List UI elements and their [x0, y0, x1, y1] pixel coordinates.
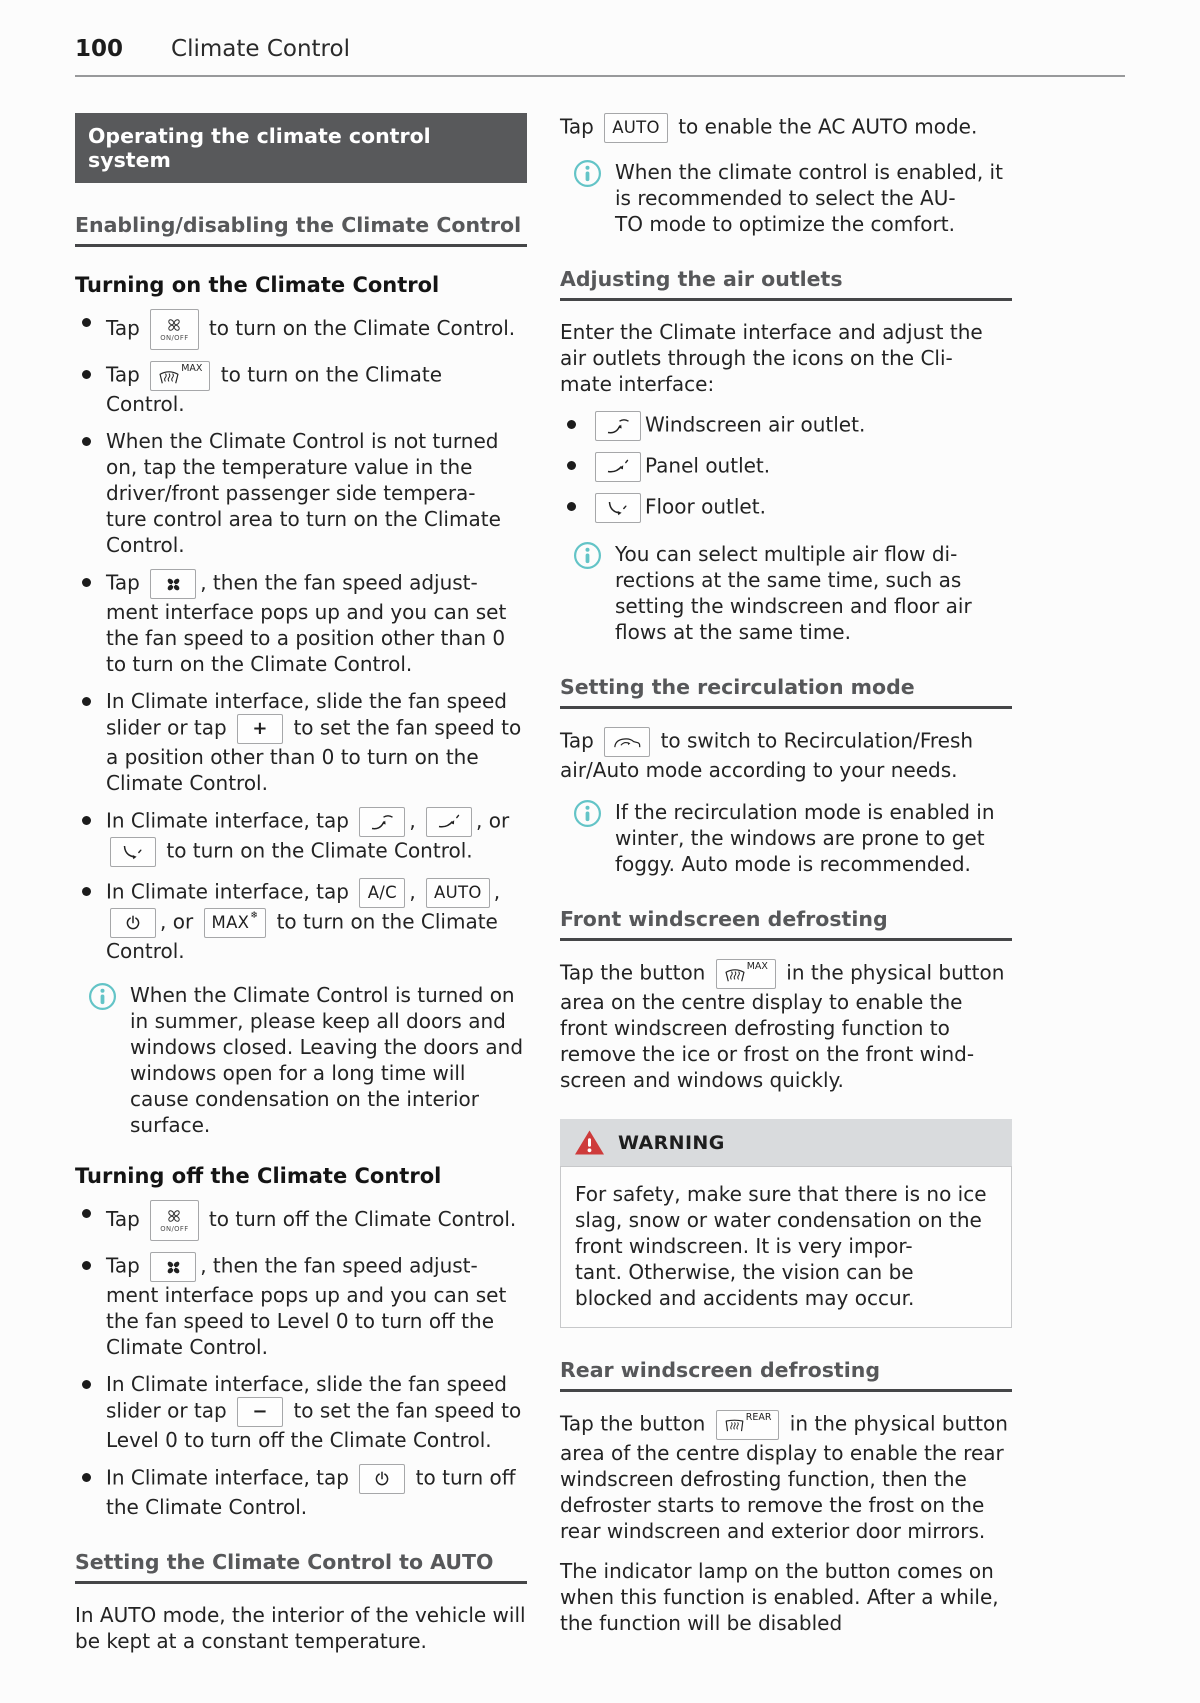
paragraph	[560, 727, 1012, 783]
floor-outlet-key	[595, 493, 641, 523]
header-rule	[75, 75, 1125, 77]
key-sup-label: MAX	[181, 363, 203, 374]
info-note	[560, 541, 1012, 645]
topic-heading: Turning on the Climate Control	[75, 273, 440, 297]
text-run: to enable the AC AUTO mode.	[671, 114, 978, 139]
paragraph	[560, 319, 1012, 397]
key-sup-label: MAX	[746, 961, 768, 972]
key-sub-label: ON/OFF	[160, 334, 189, 343]
bullet-item	[75, 309, 527, 350]
subsection-heading: Setting the Climate Control to AUTO	[75, 1550, 527, 1584]
info-note	[560, 159, 1012, 237]
fan-onoff-icon	[166, 1208, 182, 1224]
text-run: Tap	[560, 728, 601, 753]
key-sup-label: ❄	[250, 910, 259, 921]
panel-outlet-key	[595, 452, 641, 482]
text-run: ment interface pops up and you can set the fan speed to Level 0 to turn off the Climate Control.	[106, 1283, 507, 1359]
text-run: in the physical button area on the centre display to enable the front windscreen defrosting function to remove the ice or frost on the front wind-	[560, 960, 1005, 1066]
text-run: to turn off the Climate Control.	[106, 1465, 516, 1519]
auto-key	[604, 113, 668, 143]
chapter-title: Climate Control	[171, 36, 350, 62]
info-note-text	[615, 159, 1012, 237]
windscreen-outlet-key	[359, 807, 405, 837]
text-run: Tap	[106, 570, 147, 595]
text-run: Tap	[106, 316, 147, 340]
key-sup-label: REAR	[745, 1412, 772, 1423]
warning-box	[560, 1119, 1012, 1328]
subsection-heading: Front windscreen defrosting	[560, 907, 1012, 941]
text-run: to turn on the Climate Control.	[160, 838, 473, 863]
bullet-item	[560, 411, 1012, 441]
key-label: +	[252, 718, 268, 739]
defrost-front-key	[716, 959, 776, 989]
power-icon	[374, 1471, 390, 1487]
bullet-list	[560, 411, 1012, 523]
paragraph	[560, 113, 1012, 143]
right-column	[560, 113, 1012, 1668]
text-run: Tap	[106, 362, 147, 387]
text-run: screen and windows quickly.	[560, 1068, 844, 1092]
text-run: to switch to Recirculation/Fresh	[654, 728, 974, 753]
key-label: AUTO	[612, 117, 660, 137]
bullet-item	[75, 807, 527, 867]
page-header	[75, 36, 1125, 62]
page-number: 100	[75, 36, 124, 62]
info-note	[75, 982, 527, 1138]
text-run: If the recirculation mode is enabled in winter, the windows are prone to get foggy. Auto mode is recommended.	[615, 800, 995, 876]
text-run: ,	[493, 879, 501, 904]
info-note	[560, 799, 1012, 877]
text-run: , then the fan speed adjust-	[200, 1253, 478, 1278]
text-run: to turn off the Climate Control.	[202, 1207, 517, 1231]
text-run: Floor outlet.	[645, 494, 766, 519]
warning-triangle-icon	[574, 1129, 605, 1156]
floor-outlet-icon	[605, 499, 631, 517]
floor-outlet-key	[110, 837, 156, 867]
floor-outlet-icon	[120, 843, 146, 861]
bullet-item	[75, 1200, 527, 1241]
fan-onoff-key	[150, 309, 198, 350]
text-run: ,	[409, 808, 423, 833]
fan-icon	[165, 576, 182, 593]
text-run: The indicator lamp on the button comes on when this function is enabled. After a while, the function will be disabled	[560, 1559, 999, 1635]
subsection-heading: Enabling/disabling the Climate Control	[75, 213, 527, 247]
text-run: Tap the button	[560, 1411, 712, 1436]
key-sub-label: ON/OFF	[160, 1225, 189, 1234]
bullet-item	[75, 1371, 527, 1453]
bullet-list	[75, 1200, 527, 1520]
text-run: to set the fan speed to a position other than 0 to turn on the Climate Control.	[106, 715, 522, 795]
text-run: ,	[409, 879, 423, 904]
warning-header	[560, 1119, 1012, 1166]
warning-title: WARNING	[618, 1131, 725, 1154]
max-snow-key	[204, 908, 267, 938]
paragraph	[560, 959, 1012, 1093]
paragraph	[75, 1602, 527, 1654]
defrost-front-key	[150, 361, 210, 391]
bullet-item	[75, 878, 527, 964]
bullet-item	[75, 1252, 527, 1360]
key-label: A/C	[367, 882, 397, 902]
fan-onoff-icon	[166, 317, 182, 333]
left-column	[75, 113, 527, 1668]
subsection-heading: Adjusting the air outlets	[560, 267, 1012, 301]
text-run: to turn on the Climate Control.	[106, 909, 498, 963]
text-run: Tap	[106, 1207, 147, 1231]
info-icon	[573, 799, 602, 828]
plus-key	[237, 714, 283, 744]
text-run: When the Climate Control is turned on in summer, please keep all doors and windows closed. Leaving the doors and windows open for a long time will cause condensation on the interior surface.	[130, 983, 524, 1137]
bullet-item	[560, 452, 1012, 482]
power-key	[359, 1464, 405, 1494]
info-icon	[573, 541, 602, 570]
text-run: Enter the Climate interface and adjust the air outlets through the icons on the Cli-	[560, 320, 983, 370]
text-run: ture control area to turn on the Climate Control.	[106, 507, 501, 557]
key-label: MAX	[211, 912, 250, 932]
recirculation-key	[604, 727, 650, 757]
defrost-rear-key	[716, 1410, 780, 1440]
topic-heading: Turning off the Climate Control	[75, 1164, 442, 1188]
info-note-text	[130, 982, 527, 1138]
content-columns	[75, 113, 1125, 1668]
windscreen-outlet-icon	[605, 417, 631, 435]
bullet-item	[75, 1464, 527, 1520]
text-run: in the physical button area of the centre display to enable the rear windscreen defrosting function, then the defroster starts to remove the frost on the rear windscreen and exterior door mirrors.	[560, 1411, 1008, 1543]
text-run: For safety, make sure that there is no ice slag, snow or water condensation on the front windscreen. It is very impor-	[575, 1182, 987, 1258]
fan-key	[150, 569, 196, 599]
power-icon	[125, 915, 141, 931]
text-run: rections at the same time, such as setting the windscreen and floor air flows at the same time.	[615, 568, 972, 644]
power-key	[110, 908, 156, 938]
recirculation-icon	[612, 734, 642, 751]
fan-icon	[165, 1259, 182, 1276]
minus-key	[237, 1397, 283, 1427]
bullet-list	[75, 309, 527, 964]
text-run: TO mode to optimize the comfort.	[615, 212, 955, 236]
text-run: In AUTO mode, the interior of the vehicle will be kept at a constant temperature.	[75, 1603, 526, 1653]
text-run: When the climate control is enabled, it is recommended to select the AU-	[615, 160, 1003, 210]
bullet-item	[75, 428, 527, 558]
paragraph	[560, 1558, 1012, 1636]
text-run: air/Auto mode according to your needs.	[560, 758, 958, 782]
text-run: tant. Otherwise, the vision can be blocked and accidents may occur.	[575, 1260, 915, 1310]
panel-outlet-key	[426, 807, 472, 837]
bullet-item	[75, 361, 527, 417]
info-icon	[88, 982, 117, 1011]
text-run: In Climate interface, tap	[106, 808, 356, 833]
bullet-item	[560, 493, 1012, 523]
text-run: You can select multiple air flow di-	[615, 542, 958, 566]
text-run: Panel outlet.	[645, 453, 771, 478]
subsection-heading: Setting the recirculation mode	[560, 675, 1012, 709]
text-run: Tap	[106, 1253, 147, 1278]
warning-body-text	[560, 1166, 1012, 1328]
text-run: Tap	[560, 114, 601, 139]
section-title-banner: Operating the climate control system	[75, 113, 527, 183]
paragraph	[560, 1410, 1012, 1544]
text-run: ment interface pops up and you can set the fan speed to a position other than 0 to turn on the Climate Control.	[106, 600, 507, 676]
text-run: , or	[160, 909, 200, 934]
fan-key	[150, 1252, 196, 1282]
front-defrost-icon	[158, 368, 180, 385]
text-run: Tap the button	[560, 960, 712, 985]
windscreen-outlet-icon	[369, 813, 395, 831]
info-icon	[573, 159, 602, 188]
text-run: to turn on the Climate Control.	[106, 362, 443, 416]
auto-key	[426, 878, 490, 908]
text-run: When the Climate Control is not turned on, tap the temperature value in the driver/front passenger side tempera-	[106, 429, 499, 505]
ac-key	[359, 878, 405, 908]
subsection-heading: Rear windscreen defrosting	[560, 1358, 1012, 1392]
rear-defrost-icon	[724, 1417, 745, 1433]
text-run: , or	[476, 808, 510, 833]
panel-outlet-icon	[605, 458, 631, 476]
text-run: In Climate interface, slide the fan speed slider or tap	[106, 1372, 507, 1423]
text-run: Windscreen air outlet.	[645, 412, 866, 437]
info-note-text	[615, 799, 1012, 877]
text-run: to turn on the Climate Control.	[202, 316, 516, 340]
text-run: In Climate interface, slide the fan speed slider or tap	[106, 689, 507, 740]
front-defrost-icon	[724, 966, 746, 983]
text-run: mate interface:	[560, 372, 715, 396]
key-label: −	[252, 1401, 268, 1422]
windscreen-outlet-key	[595, 411, 641, 441]
fan-onoff-key	[150, 1200, 198, 1241]
info-note-text	[615, 541, 1012, 645]
bullet-item	[75, 569, 527, 677]
key-label: AUTO	[434, 882, 482, 902]
panel-outlet-icon	[436, 813, 462, 831]
bullet-item	[75, 688, 527, 796]
text-run: , then the fan speed adjust-	[200, 570, 478, 595]
text-run: In Climate interface, tap	[106, 879, 356, 904]
text-run: In Climate interface, tap	[106, 1465, 356, 1490]
text-run: to set the fan speed to Level 0 to turn off the Climate Control.	[106, 1398, 522, 1452]
